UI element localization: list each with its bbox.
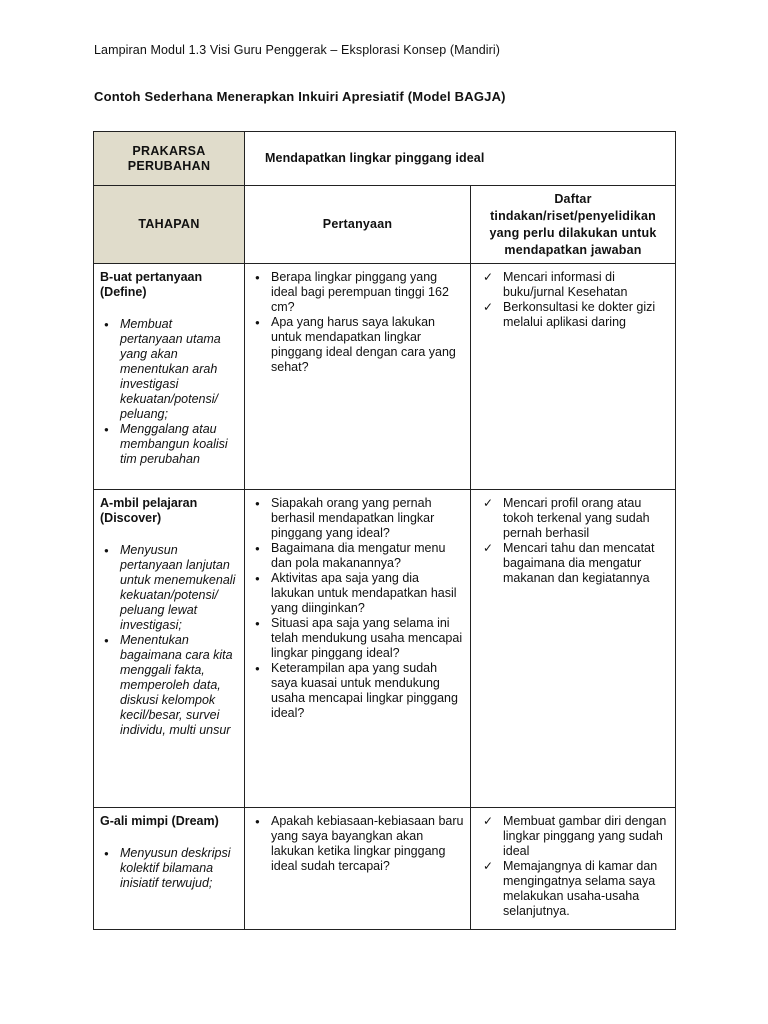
stage-points bbox=[100, 846, 238, 891]
list-item: ✓ Berkonsultasi ke dokter gizi melalui aplikasi daring bbox=[479, 300, 669, 330]
list-item: ● Apakah kebiasaan-kebiasaan baru yang saya bayangkan akan lakukan ketika lingkar pinggang ideal sudah tercapai? bbox=[253, 814, 464, 874]
header-daftar: Daftar tindakan/riset/penyelidikan yang perlu dilakukan untuk mendapatkan jawaban bbox=[471, 186, 676, 264]
header-row bbox=[94, 186, 676, 264]
action-list bbox=[479, 270, 669, 330]
stage-points bbox=[100, 543, 238, 738]
action-list bbox=[479, 496, 669, 586]
header-tahapan: TAHAPAN bbox=[94, 186, 245, 264]
list-item: ● Siapakah orang yang pernah berhasil mendapatkan lingkar pinggang yang ideal? bbox=[253, 496, 464, 541]
prakarsa-row bbox=[94, 132, 676, 186]
list-item: ● Menentukan bagaimana cara kita menggali fakta, memperoleh data, diskusi kelompok kecil/besar, survei individu, multi unsur bbox=[100, 633, 238, 738]
list-item: ● Membuat pertanyaan utama yang akan menentukan arah investigasi kekuatan/potensi/ peluang; bbox=[100, 317, 238, 422]
stage-name: A-mbil pelajaran (Discover) bbox=[100, 496, 198, 525]
question-list bbox=[253, 814, 464, 874]
stage-points bbox=[100, 317, 238, 467]
stage-name: B-uat pertanyaan (Define) bbox=[100, 270, 203, 299]
action-cell bbox=[471, 808, 676, 930]
list-item: ● Menyusun pertanyaan lanjutan untuk menemukenali kekuatan/potensi/ peluang lewat investigasi; bbox=[100, 543, 238, 633]
action-cell bbox=[471, 264, 676, 490]
action-cell bbox=[471, 490, 676, 808]
list-item: ● Menyusun deskripsi kolektif bilamana inisiatif terwujud; bbox=[100, 846, 238, 891]
list-item: ✓ Mencari informasi di buku/jurnal Kesehatan bbox=[479, 270, 669, 300]
stage-cell bbox=[94, 264, 245, 490]
document-title: Contoh Sederhana Menerapkan Inkuiri Apresiatif (Model BAGJA) bbox=[94, 89, 506, 104]
action-list bbox=[479, 814, 669, 919]
list-item: ✓ Mencari tahu dan mencatat bagaimana dia mengatur makanan dan kegiatannya bbox=[479, 541, 669, 586]
table-row bbox=[94, 490, 676, 808]
stage-cell bbox=[94, 808, 245, 930]
list-item: ✓ Membuat gambar diri dengan lingkar pinggang yang sudah ideal bbox=[479, 814, 669, 859]
table-row bbox=[94, 808, 676, 930]
prakarsa-label: PRAKARSA PERUBAHAN bbox=[94, 132, 245, 186]
question-cell bbox=[245, 490, 471, 808]
list-item: ● Berapa lingkar pinggang yang ideal bagi perempuan tinggi 162 cm? bbox=[253, 270, 464, 315]
bagja-table bbox=[93, 131, 676, 930]
question-list bbox=[253, 270, 464, 375]
list-item: ● Bagaimana dia mengatur menu dan pola makanannya? bbox=[253, 541, 464, 571]
stage-cell bbox=[94, 490, 245, 808]
list-item: ● Situasi apa saja yang selama ini telah mendukung usaha mencapai lingkar pinggang ideal? bbox=[253, 616, 464, 661]
question-cell bbox=[245, 808, 471, 930]
header-pertanyaan: Pertanyaan bbox=[245, 186, 471, 264]
list-item: ✓ Memajangnya di kamar dan mengingatnya selama saya melakukan usaha-usaha selanjutnya. bbox=[479, 859, 669, 919]
document-header: Lampiran Modul 1.3 Visi Guru Penggerak – Eksplorasi Konsep (Mandiri) bbox=[94, 43, 501, 57]
list-item: ● Menggalang atau membangun koalisi tim perubahan bbox=[100, 422, 238, 467]
stage-name: G-ali mimpi (Dream) bbox=[100, 814, 219, 828]
question-list bbox=[253, 496, 464, 721]
list-item: ● Apa yang harus saya lakukan untuk mendapatkan lingkar pinggang ideal dengan cara yang sehat? bbox=[253, 315, 464, 375]
list-item: ● Aktivitas apa saja yang dia lakukan untuk mendapatkan hasil yang diinginkan? bbox=[253, 571, 464, 616]
question-cell bbox=[245, 264, 471, 490]
table-row bbox=[94, 264, 676, 490]
list-item: ● Keterampilan apa yang sudah saya kuasai untuk mendukung usaha mencapai lingkar pinggang ideal? bbox=[253, 661, 464, 721]
prakarsa-value: Mendapatkan lingkar pinggang ideal bbox=[245, 132, 676, 186]
list-item: ✓ Mencari profil orang atau tokoh terkenal yang sudah pernah berhasil bbox=[479, 496, 669, 541]
